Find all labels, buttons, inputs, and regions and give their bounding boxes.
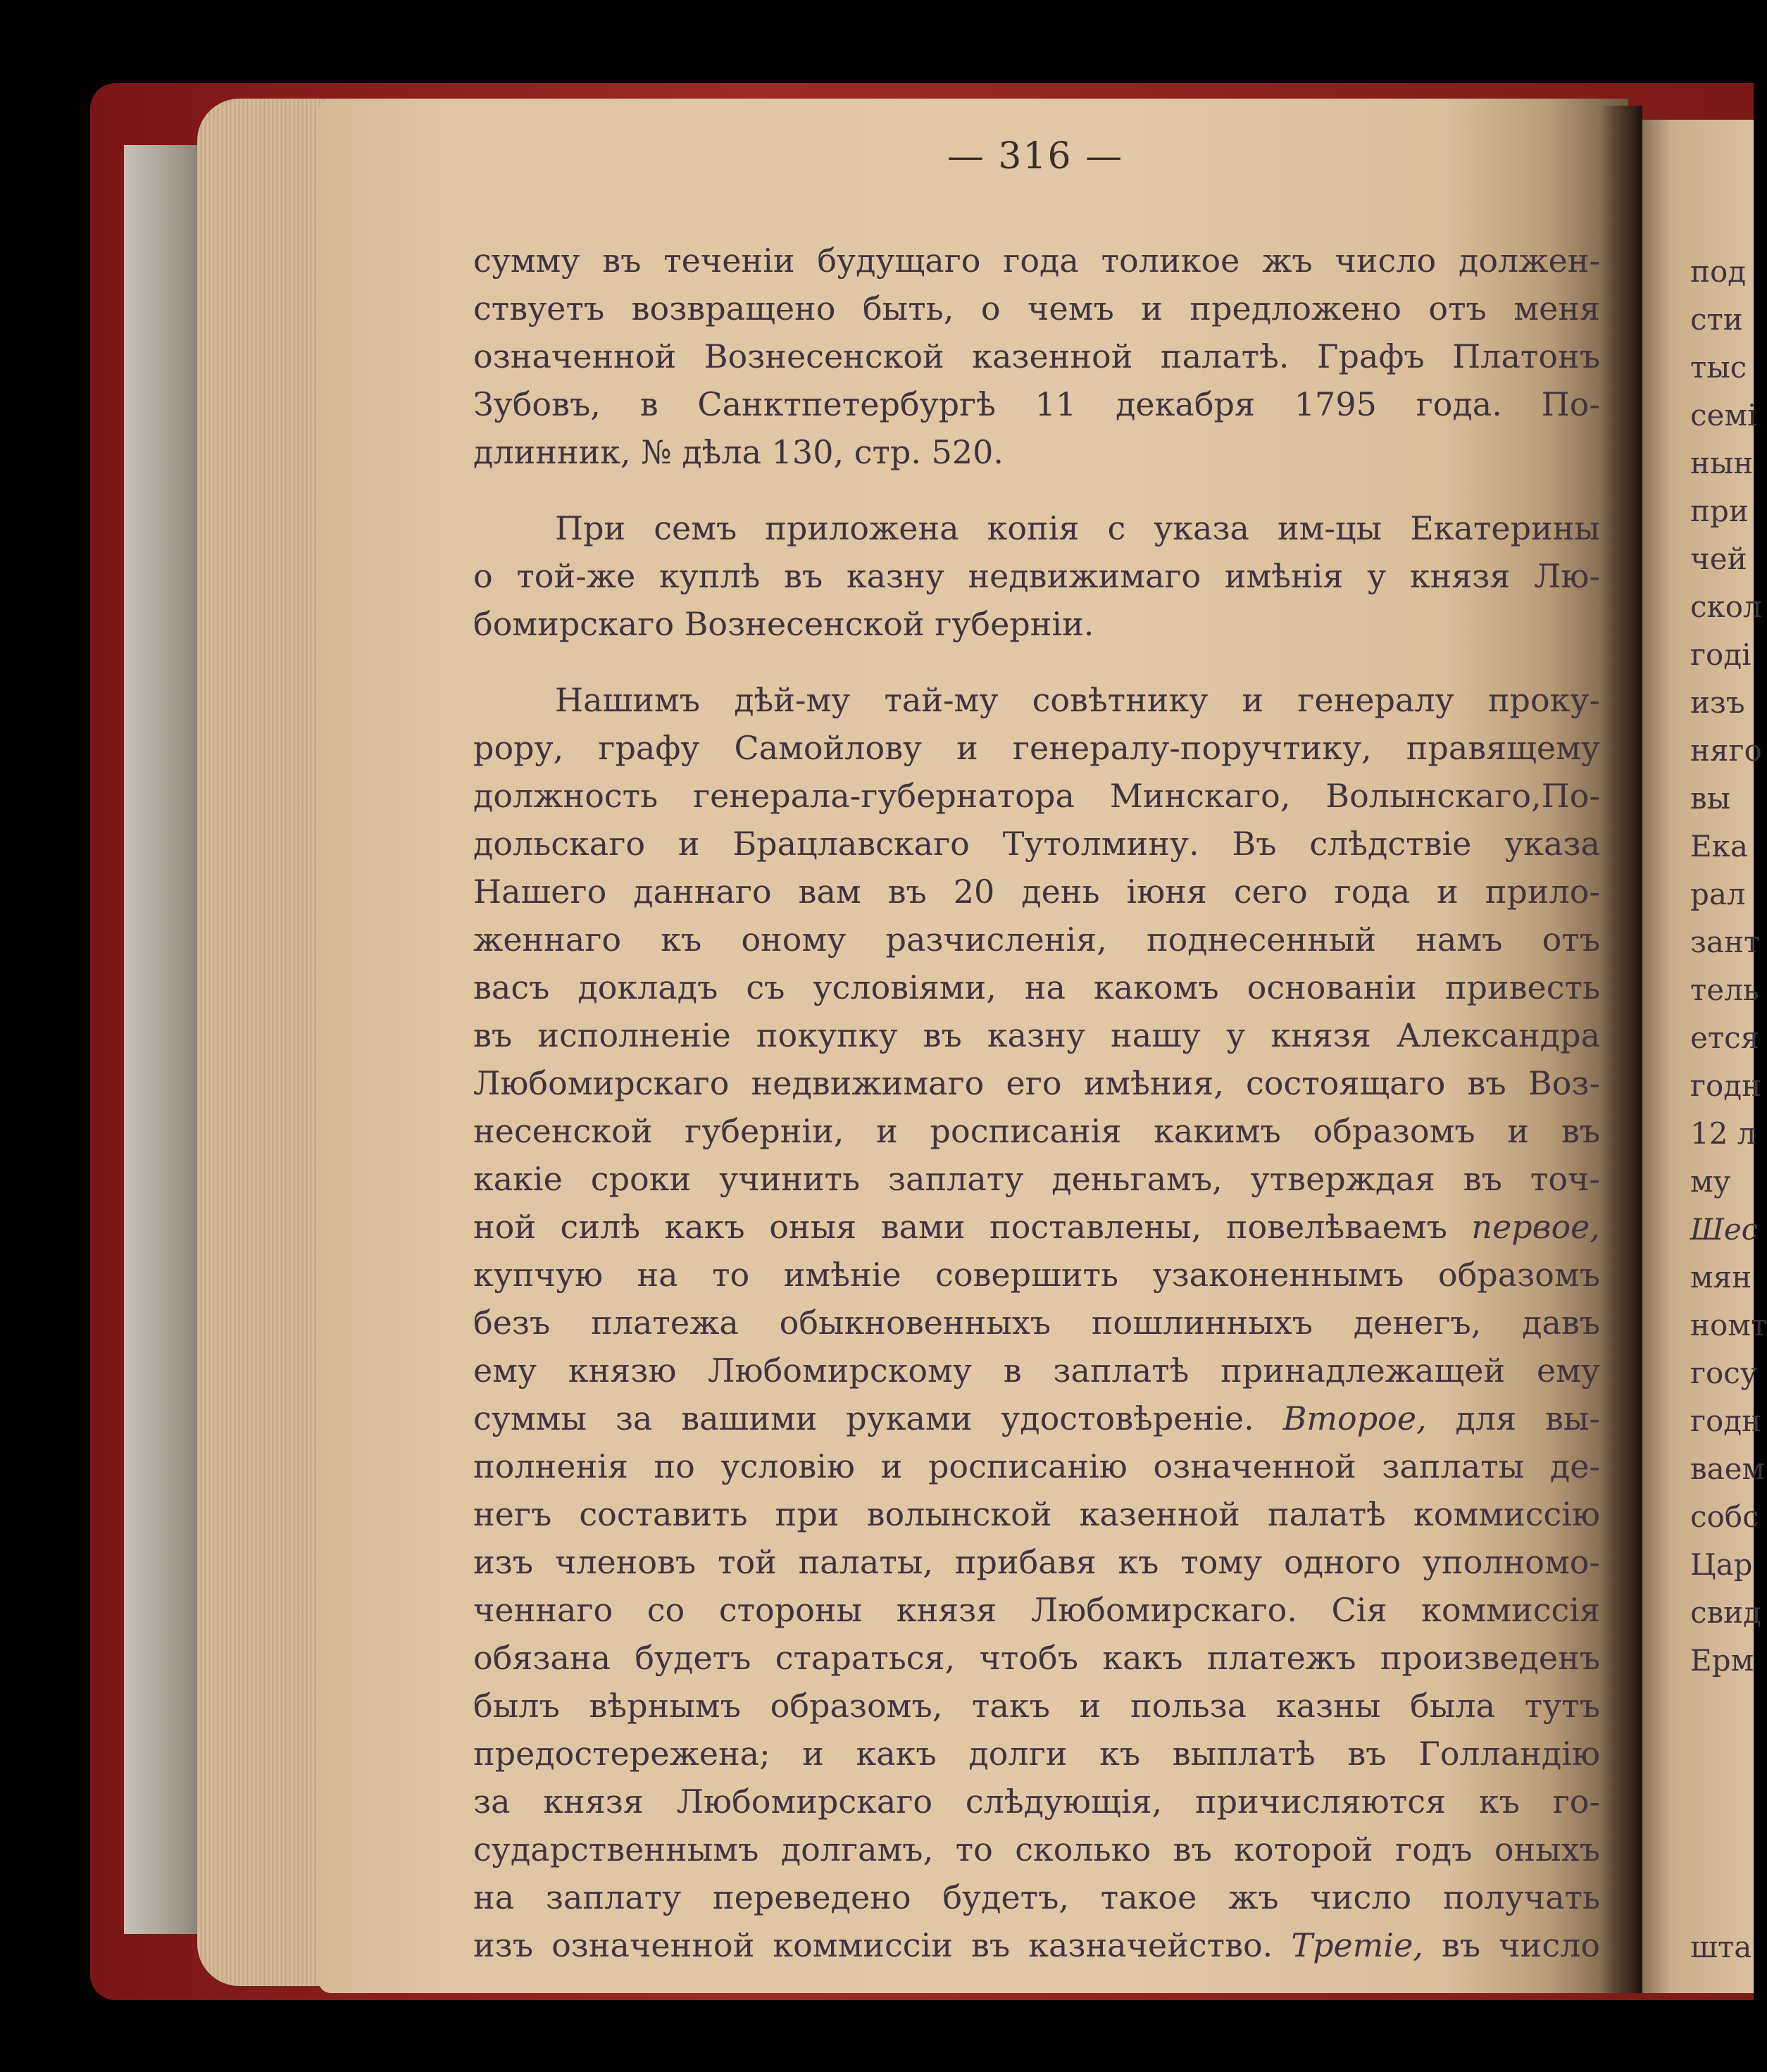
book-gutter bbox=[1600, 106, 1642, 1993]
right-text-fragment: зант bbox=[1690, 925, 1761, 959]
text-line: Нашего даннаго вам въ 20 день іюня сего года и прило- bbox=[473, 873, 1600, 911]
right-page-bottom-fragment: шта bbox=[1690, 1930, 1752, 1964]
text-line-with-italic bbox=[473, 1394, 1600, 1442]
text-line: безъ платежа обыкновенныхъ пошлинныхъ денегъ, давъ bbox=[473, 1304, 1600, 1342]
text-line: на заплату переведено будетъ, такое жъ число получать bbox=[473, 1878, 1600, 1916]
text-line: изъ членовъ той палаты, прибавя къ тому одного уполномо- bbox=[473, 1543, 1600, 1581]
text-line: о той-же куплѣ въ казну недвижимаго имѣнія у князя Лю- bbox=[473, 557, 1600, 595]
right-text-fragment: рал bbox=[1690, 877, 1746, 911]
text-line: обязана будетъ стараться, чтобъ какъ платежъ произведенъ bbox=[473, 1639, 1600, 1677]
text-line-with-italic bbox=[473, 1921, 1600, 1969]
text-line: былъ вѣрнымъ образомъ, такъ и польза казны была тутъ bbox=[473, 1687, 1600, 1725]
text-line: несенской губерніи, и росписанія какимъ образомъ и въ bbox=[473, 1112, 1600, 1150]
main-text bbox=[473, 237, 1600, 1969]
right-text-fragment: семі bbox=[1690, 398, 1757, 432]
right-text-fragment: Ерм bbox=[1690, 1643, 1754, 1678]
italic-word-third: Третіе, bbox=[1291, 1926, 1423, 1964]
text-line: ченнаго со стороны князя Любомирскаго. Сія коммиссія bbox=[473, 1591, 1600, 1629]
right-text-fragment: годн bbox=[1690, 1068, 1762, 1103]
right-text-fragment: Цар bbox=[1690, 1547, 1753, 1582]
text-line: сударственнымъ долгамъ, то сколько въ которой годъ оныхъ bbox=[473, 1830, 1600, 1868]
text-segment: въ число bbox=[1442, 1926, 1601, 1964]
right-text-fragment: госу bbox=[1690, 1356, 1758, 1390]
right-text-fragment: 12 л bbox=[1690, 1116, 1756, 1151]
text-segment: изъ означенной коммиссіи въ казначейство. bbox=[473, 1926, 1273, 1964]
text-line: васъ докладъ съ условіями, на какомъ основаніи привесть bbox=[473, 968, 1600, 1006]
right-text-fragment: тель bbox=[1690, 973, 1759, 1007]
right-text-fragment: ваем bbox=[1690, 1452, 1766, 1486]
italic-word-first: первое, bbox=[1471, 1208, 1600, 1246]
right-text-fragment: нын bbox=[1690, 446, 1754, 480]
right-page-text bbox=[1690, 248, 1767, 1685]
text-line: Нашимъ дѣй-му тай-му совѣтнику и генералу проку- bbox=[555, 681, 1600, 719]
text-line: бомирскаго Вознесенской губерніи. bbox=[473, 605, 1094, 643]
right-text-fragment: собс bbox=[1690, 1499, 1759, 1534]
right-text-fragment: му bbox=[1690, 1164, 1731, 1199]
right-text-fragment: вы bbox=[1690, 781, 1731, 816]
text-line-with-italic bbox=[473, 1203, 1600, 1251]
text-line: полненія по условію и росписанію означенной заплаты де- bbox=[473, 1447, 1600, 1485]
italic-word-second: Второе, bbox=[1282, 1399, 1427, 1437]
right-text-fragment: Ека bbox=[1690, 829, 1748, 863]
text-line: ствуетъ возвращено быть, о чемъ и предложено отъ меня bbox=[473, 289, 1600, 327]
right-text-fragment: сти bbox=[1690, 302, 1743, 337]
right-text-fragment: Шес bbox=[1690, 1212, 1759, 1247]
text-line: сумму въ теченіи будущаго года толикое жъ число должен- bbox=[473, 242, 1600, 280]
paragraph-gap bbox=[473, 476, 1600, 504]
text-line: купчую на то имѣніе совершить узаконеннымъ образомъ bbox=[473, 1256, 1600, 1294]
text-line: означенной Вознесенской казенной палатѣ. Графъ Платонъ bbox=[473, 337, 1600, 375]
text-line: При семъ приложена копія с указа им-цы Екатерины bbox=[555, 509, 1600, 547]
text-line: рору, графу Самойлову и генералу-поручтику, правящему bbox=[473, 729, 1600, 767]
right-text-fragment: номт bbox=[1690, 1308, 1767, 1342]
right-text-fragment: изъ bbox=[1690, 685, 1745, 720]
right-text-fragment: при bbox=[1690, 494, 1749, 528]
text-line: дольскаго и Брацлавскаго Тутолмину. Въ слѣдствіе указа bbox=[473, 825, 1600, 863]
page-number: — 316 — bbox=[947, 135, 1124, 177]
right-text-fragment: чей bbox=[1690, 542, 1747, 576]
text-line: за князя Любомирскаго слѣдующія, причисляются къ го- bbox=[473, 1783, 1600, 1821]
right-text-fragment: мян bbox=[1690, 1260, 1752, 1294]
right-text-fragment: ется bbox=[1690, 1021, 1760, 1055]
text-segment: для вы- bbox=[1455, 1399, 1601, 1437]
text-line: предостережена; и какъ долги къ выплатѣ въ Голландію bbox=[473, 1735, 1600, 1773]
text-line: въ исполненіе покупку въ казну нашу у князя Александра bbox=[473, 1016, 1600, 1054]
right-text-fragment: няго bbox=[1690, 733, 1762, 768]
text-line: Зубовъ, в Санктпетербургѣ 11 декабря 1795 года. По- bbox=[473, 385, 1600, 423]
right-text-fragment: тыс bbox=[1690, 350, 1747, 385]
text-segment: ной силѣ какъ оныя вами поставлены, повелѣваемъ bbox=[473, 1208, 1447, 1246]
right-text-fragment: свид bbox=[1690, 1595, 1762, 1630]
text-line: длинник, № дѣла 130, стр. 520. bbox=[473, 433, 1004, 471]
text-line: женнаго къ оному разчисленія, поднесенный намъ отъ bbox=[473, 920, 1600, 959]
right-text-fragment: под bbox=[1690, 254, 1747, 289]
text-line: Любомирскаго недвижимаго его имѣния, состоящаго въ Воз- bbox=[473, 1064, 1600, 1102]
right-text-fragment: скол bbox=[1690, 589, 1762, 624]
text-segment: суммы за вашими руками удостовѣреніе. bbox=[473, 1399, 1254, 1437]
text-line: ему князю Любомирскому в заплатѣ принадлежащей ему bbox=[473, 1352, 1600, 1390]
text-line: негъ составить при волынской казенной палатѣ коммиссію bbox=[473, 1495, 1600, 1533]
text-line: какіе сроки учинить заплату деньгамъ, утверждая въ точ- bbox=[473, 1160, 1600, 1198]
text-line: должность генерала-губернатора Минскаго, Волынскаго,По- bbox=[473, 777, 1600, 815]
right-text-fragment: годн bbox=[1690, 1404, 1762, 1438]
paragraph-gap bbox=[473, 648, 1600, 676]
right-text-fragment: годі bbox=[1690, 637, 1752, 672]
